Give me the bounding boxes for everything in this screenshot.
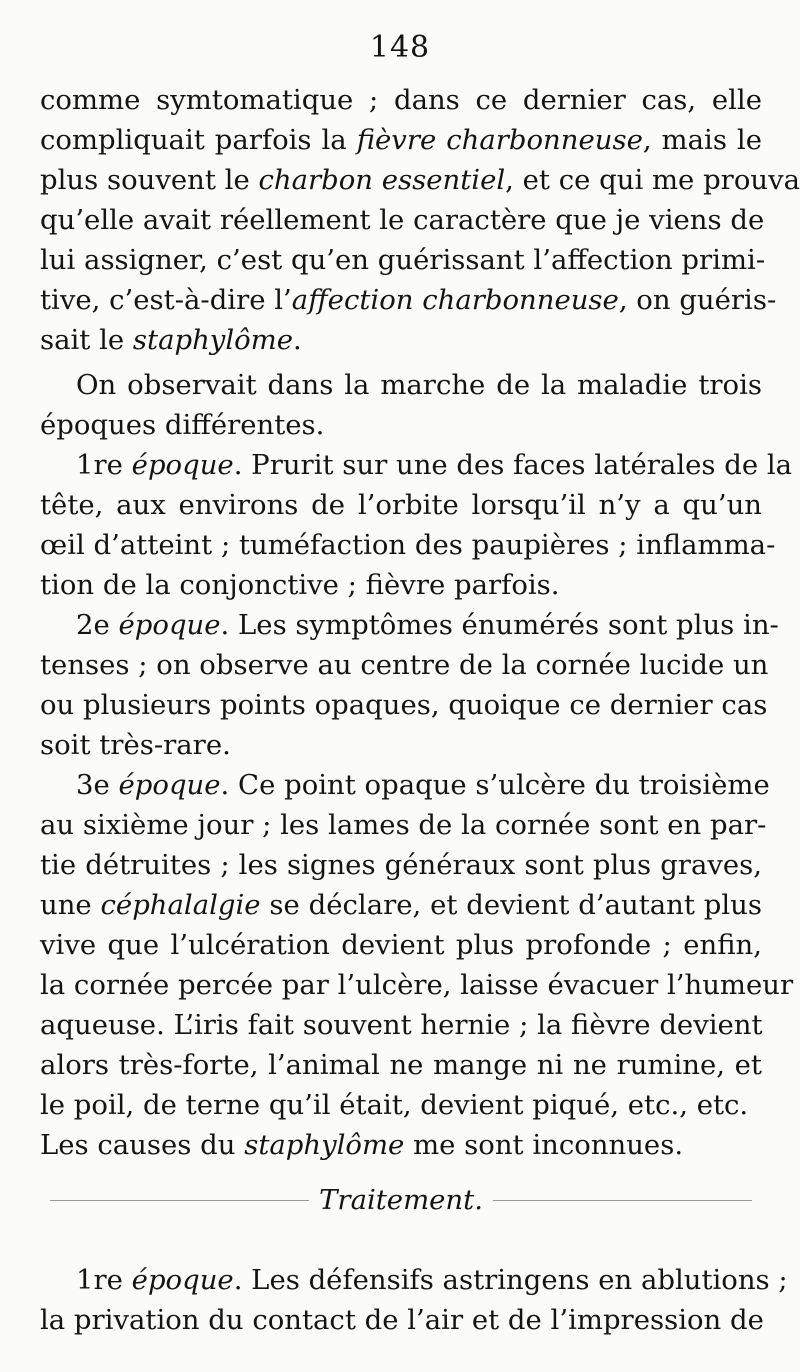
text-segment: 1re	[76, 449, 132, 481]
text-segment: , on guéris-	[618, 284, 777, 316]
italic-segment: époque	[118, 769, 221, 801]
heading-rule-right	[493, 1200, 752, 1201]
italic-segment: staphylôme	[244, 1129, 405, 1161]
italic-segment: époque	[118, 609, 221, 641]
text-segment: . Les défensifs astringens en ablutions ;	[233, 1264, 788, 1296]
italic-segment: affection charbonneuse	[291, 284, 619, 316]
text-segment: époques différentes.	[40, 409, 325, 441]
italic-segment: fièvre charbonneuse	[356, 124, 643, 156]
text-line	[40, 280, 777, 320]
text-line	[76, 1260, 788, 1300]
italic-segment: époque	[131, 449, 234, 481]
text-line	[40, 885, 762, 925]
text-segment: tion de la conjonctive ; fièvre parfois.	[40, 569, 560, 601]
text-line	[76, 445, 793, 485]
text-segment: tie détruites ; les signes généraux sont plus graves,	[40, 849, 762, 881]
text-line	[40, 320, 762, 360]
text-line	[40, 725, 762, 765]
text-segment: aqueuse. L’iris fait souvent hernie ; la fièvre devient	[40, 1009, 763, 1041]
text-segment: On observait dans la marche de la maladie trois	[76, 369, 762, 401]
text-line	[40, 965, 794, 1005]
text-line	[40, 685, 768, 725]
text-segment: tenses ; on observe au centre de la cornée lucide un	[40, 649, 769, 681]
text-segment: tive, c’est-à-dire l’	[40, 284, 292, 316]
text-segment: lui assigner, c’est qu’en guérissant l’affection primi-	[40, 244, 766, 276]
heading-rule-left	[50, 1200, 309, 1201]
text-line	[40, 565, 762, 605]
text-line	[40, 405, 762, 445]
text-segment: . Prurit sur une des faces latérales de la	[233, 449, 793, 481]
section-heading	[40, 1180, 762, 1220]
text-segment: qu’elle avait réellement le caractère que je viens de	[40, 204, 765, 236]
text-segment: 3e	[76, 769, 119, 801]
text-line	[40, 1005, 762, 1045]
text-line	[40, 1085, 762, 1125]
text-line	[40, 1125, 762, 1165]
text-line	[76, 365, 762, 405]
text-segment: me sont inconnues.	[404, 1129, 684, 1161]
text-line	[40, 1300, 762, 1340]
text-segment: œil d’atteint ; tuméfaction des paupières ; inflamma-	[40, 529, 776, 561]
text-segment: une	[40, 889, 101, 921]
text-line	[76, 605, 779, 645]
italic-segment: staphylôme	[132, 324, 294, 356]
text-line	[40, 485, 762, 525]
text-line	[40, 845, 762, 885]
text-segment: compliquait parfois la	[40, 124, 357, 156]
text-segment: tête, aux environs de l’orbite lorsqu’il n’y a qu’un	[40, 489, 762, 521]
text-line	[40, 160, 800, 200]
text-segment: , mais le	[642, 124, 762, 156]
text-segment: vive que l’ulcération devient plus profonde ; enfin,	[40, 929, 762, 961]
text-line	[40, 525, 776, 565]
text-segment: 2e	[76, 609, 119, 641]
text-line	[40, 200, 765, 240]
italic-segment: céphalalgie	[100, 889, 261, 921]
text-segment: , et ce qui me prouva	[505, 164, 800, 196]
text-segment: . Les symptômes énumérés sont plus in-	[220, 609, 779, 641]
text-segment: 1re	[76, 1264, 132, 1296]
text-segment: alors très-forte, l’animal ne mange ni ne rumine, et	[40, 1049, 762, 1081]
text-line	[40, 805, 767, 845]
text-segment: le poil, de terne qu’il était, devient piqué, etc., etc.	[40, 1089, 749, 1121]
text-segment: Les causes du	[40, 1129, 245, 1161]
text-line	[40, 80, 762, 120]
text-segment: au sixième jour ; les lames de la cornée sont en par-	[40, 809, 767, 841]
text-line	[40, 925, 762, 965]
text-segment: . Ce point opaque s’ulcère du troisième	[220, 769, 770, 801]
text-line	[76, 765, 770, 805]
text-segment: soit très-rare.	[40, 729, 231, 761]
text-line	[40, 645, 769, 685]
text-line	[40, 240, 766, 280]
text-line	[40, 1045, 762, 1085]
text-segment: plus souvent le	[40, 164, 259, 196]
text-line	[40, 120, 762, 160]
italic-segment: époque	[131, 1264, 234, 1296]
heading-text: Traitement.	[319, 1184, 483, 1216]
text-segment: .	[293, 324, 302, 356]
text-segment: comme symtomatique ; dans ce dernier cas, elle	[40, 84, 762, 116]
text-segment: se déclare, et devient d’autant plus	[260, 889, 762, 921]
text-segment: la cornée percée par l’ulcère, laisse évacuer l’humeur	[40, 969, 794, 1001]
page-number: 148	[369, 30, 431, 65]
text-segment: ou plusieurs points opaques, quoique ce dernier cas	[40, 689, 768, 721]
text-segment: sait le	[40, 324, 133, 356]
italic-segment: charbon essentiel	[258, 164, 506, 196]
text-segment: la privation du contact de l’air et de l’impression de	[40, 1304, 764, 1336]
